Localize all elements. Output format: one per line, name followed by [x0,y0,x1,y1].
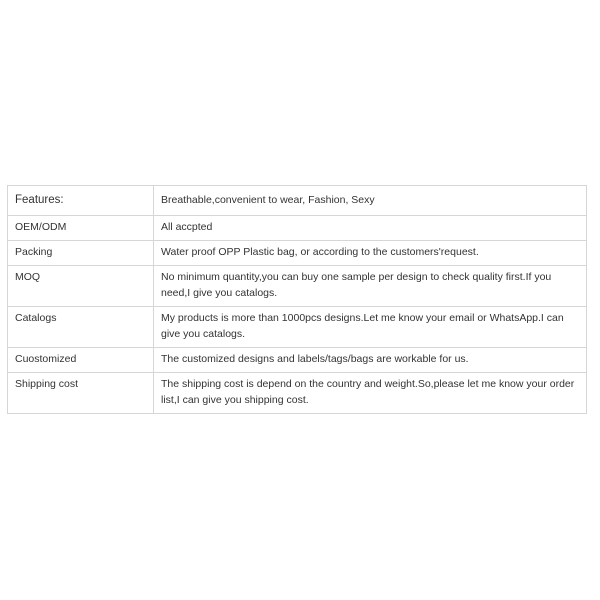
product-spec-table [7,185,587,414]
table-row [8,241,587,266]
row-value: Breathable,convenient to wear, Fashion, Sexy [154,186,587,216]
row-label: Features: [8,186,154,216]
row-value: Water proof OPP Plastic bag, or according to the customers'request. [154,241,587,266]
row-value: The customized designs and labels/tags/bags are workable for us. [154,348,587,373]
row-value: My products is more than 1000pcs designs.Let me know your email or WhatsApp.I can give you catalogs. [154,307,587,348]
table-row [8,266,587,307]
row-label: OEM/ODM [8,216,154,241]
table-row [8,348,587,373]
table-row [8,307,587,348]
row-label: Shipping cost [8,373,154,414]
table-row [8,216,587,241]
table-row [8,186,587,216]
row-label: Cuostomized [8,348,154,373]
row-label: MOQ [8,266,154,307]
row-label: Packing [8,241,154,266]
row-value: No minimum quantity,you can buy one sample per design to check quality first.If you need,I give you catalogs. [154,266,587,307]
table-row [8,373,587,414]
row-value: The shipping cost is depend on the country and weight.So,please let me know your order list,I can give you shipping cost. [154,373,587,414]
row-label: Catalogs [8,307,154,348]
row-value: All accpted [154,216,587,241]
